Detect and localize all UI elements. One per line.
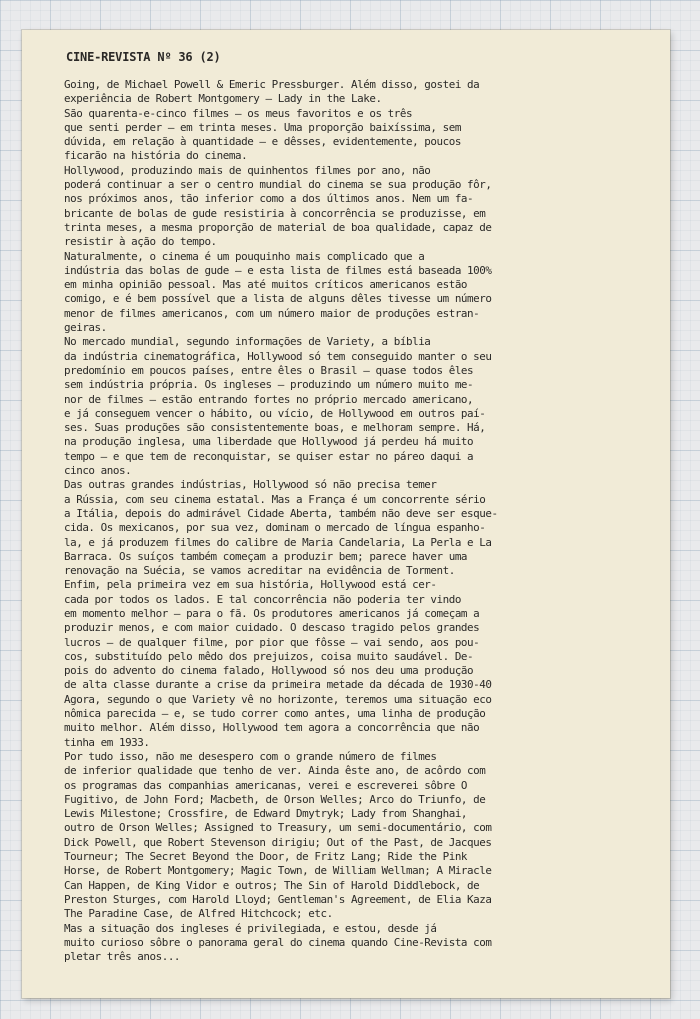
text-line: resistir à ação do tempo. xyxy=(64,235,217,249)
text-line: la, e já produzem filmes do calibre de Maria Candelaria, La Perla e La xyxy=(64,535,492,549)
text-line: No mercado mundial, segundo informações de Variety, a bíblia xyxy=(64,335,431,349)
text-line: Horse, de Robert Montgomery; Magic Town, de William Wellman; A Miracle xyxy=(64,864,492,878)
text-line: tempo — e que tem de reconquistar, se quiser estar no páreo daqui a xyxy=(64,449,474,463)
text-line: e já conseguem vencer o hábito, ou vício, de Hollywood em outros paí- xyxy=(64,406,486,420)
text-line: tinha em 1933. xyxy=(64,735,150,749)
text-line: Agora, segundo o que Variety vê no horizonte, teremos uma situação eco xyxy=(64,692,492,706)
text-line: da indústria cinematográfica, Hollywood só tem conseguido manter o seu xyxy=(64,349,492,363)
text-line: cos, substituído pelo mêdo dos prejuizos, coisa muito saudável. De- xyxy=(64,649,474,663)
text-line: Mas a situação dos ingleses é privilegiada, e estou, desde já xyxy=(64,921,437,935)
text-line: Preston Sturges, com Harold Lloyd; Gentleman's Agreement, de Elia Kaza xyxy=(64,892,492,906)
text-line: lucros — de qualquer filme, por pior que fôsse — vai sendo, aos pou- xyxy=(64,635,480,649)
text-line: sem indústria própria. Os ingleses — produzindo um número muito me- xyxy=(64,378,474,392)
text-line: pletar três anos... xyxy=(64,950,181,964)
text-line: nos próximos anos, tão inferior como a dos últimos anos. Nem um fa- xyxy=(64,192,474,206)
text-line: bricante de bolas de gude resistiria à concorrência se produzisse, em xyxy=(64,206,486,220)
text-line: poderá continuar a ser o centro mundial do cinema se sua produção fôr, xyxy=(64,178,492,192)
text-line: Naturalmente, o cinema é um pouquinho mais complicado que a xyxy=(64,249,425,263)
text-line: Por tudo isso, não me desespero com o grande número de filmes xyxy=(64,749,437,763)
text-line: Lewis Milestone; Crossfire, de Edward Dmytryk; Lady from Shanghai, xyxy=(64,807,468,821)
text-line: a Rússia, com seu cinema estatal. Mas a França é um concorrente sério xyxy=(64,492,486,506)
text-line: renovação na Suécia, se vamos acreditar na evidência de Torment. xyxy=(64,564,455,578)
text-line: geiras. xyxy=(64,321,107,335)
text-line: Dick Powell, que Robert Stevenson dirigiu; Out of the Past, de Jacques xyxy=(64,835,492,849)
text-line: Barraca. Os suíços também começam a produzir bem; parece haver uma xyxy=(64,549,468,563)
typewritten-page xyxy=(22,30,670,998)
text-line: nômica parecida — e, se tudo correr como antes, uma linha de produção xyxy=(64,707,486,721)
text-line: Can Happen, de King Vidor e outros; The Sin of Harold Diddlebock, de xyxy=(64,878,480,892)
text-line: a Itália, depois do admirável Cidade Aberta, também não deve ser esque- xyxy=(64,506,498,520)
page-header: CINE-REVISTA Nº 36 (2) xyxy=(66,50,221,64)
text-line: em momento melhor — para o fã. Os produtores americanos já começam a xyxy=(64,606,480,620)
text-line: trinta meses, a mesma proporção de material de boa qualidade, capaz de xyxy=(64,220,492,234)
text-line: menor de filmes americanos, com um número maior de produções estran- xyxy=(64,306,480,320)
text-line: muito curioso sôbre o panorama geral do cinema quando Cine-Revista com xyxy=(64,935,492,949)
text-line: Hollywood, produzindo mais de quinhentos filmes por ano, não xyxy=(64,163,431,177)
text-line: predomínio em poucos países, entre êles o Brasil — quase todos êles xyxy=(64,363,474,377)
text-line: cinco anos. xyxy=(64,464,132,478)
text-line: Tourneur; The Secret Beyond the Door, de Fritz Lang; Ride the Pink xyxy=(64,850,468,864)
body-text xyxy=(64,78,664,964)
text-line: ficarão na história do cinema. xyxy=(64,149,248,163)
text-line: Enfim, pela primeira vez em sua história, Hollywood está cer- xyxy=(64,578,437,592)
text-line: de alta classe durante a crise da primeira metade da década de 1930-40 xyxy=(64,678,492,692)
text-line: produzir menos, e com maior cuidado. O descaso tragido pelos grandes xyxy=(64,621,480,635)
text-line: cida. Os mexicanos, por sua vez, dominam o mercado de língua espanho- xyxy=(64,521,486,535)
text-line: Going, de Michael Powell & Emeric Pressburger. Além disso, gostei da xyxy=(64,78,480,91)
text-line: na produção inglesa, uma liberdade que Hollywood já perdeu há muito xyxy=(64,435,474,449)
text-line: São quarenta-e-cinco filmes — os meus favoritos e os três xyxy=(64,106,413,120)
text-line: nor de filmes — estão entrando fortes no próprio mercado americano, xyxy=(64,392,474,406)
text-line: Das outras grandes indústrias, Hollywood só não precisa temer xyxy=(64,478,437,492)
text-line: pois do advento do cinema falado, Hollywood só nos deu uma produção xyxy=(64,664,474,678)
text-line: muito melhor. Além disso, Hollywood tem agora a concorrência que não xyxy=(64,721,480,735)
text-line: indústria das bolas de gude — e esta lista de filmes está baseada 100% xyxy=(64,263,492,277)
text-line: dúvida, em relação à quantidade — e dêsses, evidentemente, poucos xyxy=(64,135,461,149)
text-line: ses. Suas produções são consistentemente boas, e melhoram sempre. Há, xyxy=(64,421,486,435)
text-line: os programas das companhias americanas, verei e escreverei sôbre O xyxy=(64,778,468,792)
text-line: The Paradine Case, de Alfred Hitchcock; etc. xyxy=(64,907,333,921)
text-line: comigo, e é bem possível que a lista de alguns dêles tivesse um número xyxy=(64,292,492,306)
text-line: experiência de Robert Montgomery — Lady in the Lake. xyxy=(64,92,382,106)
text-line: Fugitivo, de John Ford; Macbeth, de Orson Welles; Arco do Triunfo, de xyxy=(64,792,486,806)
text-line: em minha opinião pessoal. Mas até muitos críticos americanos estão xyxy=(64,278,468,292)
text-line: outro de Orson Welles; Assigned to Treasury, um semi-documentário, com xyxy=(64,821,492,835)
text-line: de inferior qualidade que tenho de ver. Ainda êste ano, de acôrdo com xyxy=(64,764,486,778)
text-line: cada por todos os lados. E tal concorrência não poderia ter vindo xyxy=(64,592,461,606)
text-line: que senti perder — em trinta meses. Uma proporção baixíssima, sem xyxy=(64,120,461,134)
